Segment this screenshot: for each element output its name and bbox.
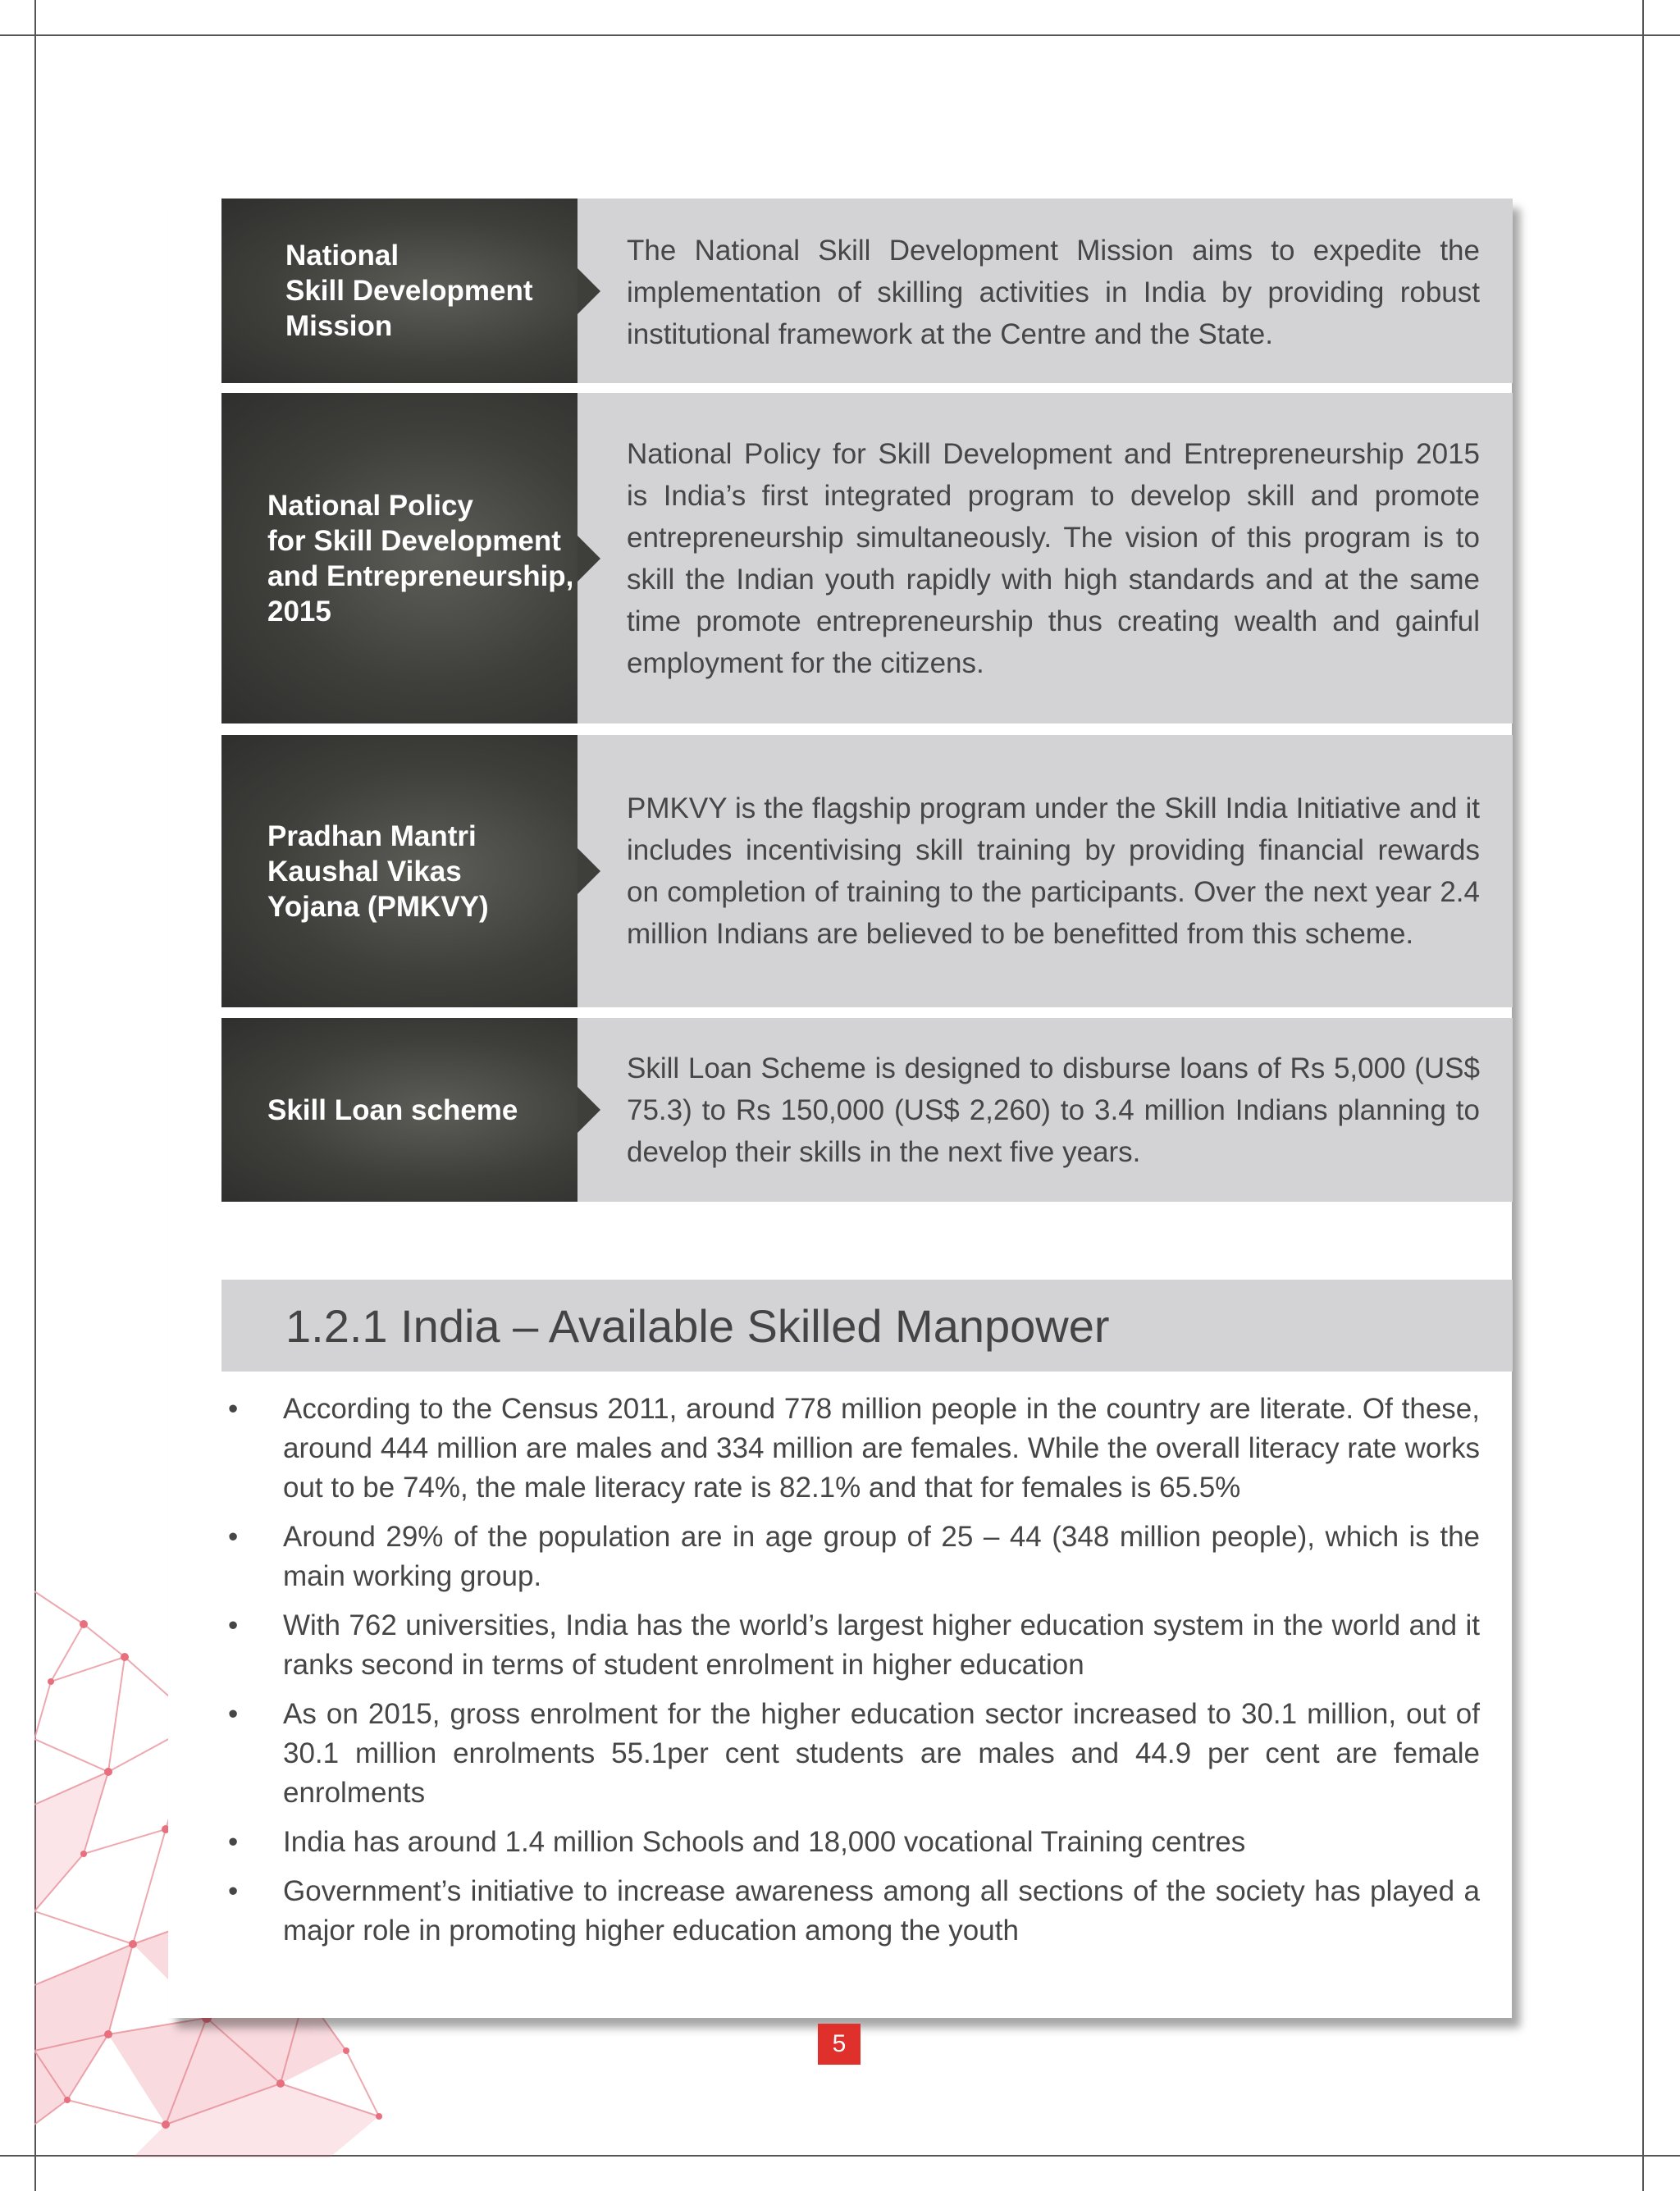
bullet-icon: • bbox=[228, 1521, 239, 1553]
list-item-text: India has around 1.4 million Schools and 18,000 vocational Training centres bbox=[283, 1826, 1246, 1858]
crop-mark bbox=[1642, 2157, 1644, 2191]
program-title-line: Skill Development bbox=[285, 275, 533, 307]
list-item bbox=[221, 1872, 1480, 1951]
crop-mark bbox=[1644, 2155, 1680, 2157]
list-item-text: Government’s initiative to increase awareness among all sections of the society has played a major role in promoting higher education among the youth bbox=[283, 1875, 1480, 1947]
bullet-icon: • bbox=[228, 1826, 239, 1858]
program-title-line: Kaushal Vikas bbox=[267, 855, 462, 888]
bullet-icon: • bbox=[228, 1698, 239, 1730]
list-item bbox=[221, 1390, 1480, 1508]
program-title-line: National Policy bbox=[267, 489, 473, 522]
program-title-line: Yojana (PMKVY) bbox=[267, 890, 489, 923]
program-row bbox=[221, 393, 1513, 723]
program-description bbox=[578, 1018, 1513, 1202]
program-title-line: for Skill Development bbox=[267, 524, 561, 557]
list-item bbox=[221, 1606, 1480, 1685]
program-title-line: and Entrepreneurship, bbox=[267, 559, 574, 592]
bullet-icon: • bbox=[228, 1609, 239, 1641]
program-description-text: National Policy for Skill Development and Entrepreneurship 2015 is India’s first integrated program to develop skill and promote entrepreneurship simultaneously. The vision of this program is to skill the Indian youth rapidly with high standards and at the same time promote entrepreneurship thus creating wealth and gainful employment for the citizens. bbox=[627, 437, 1480, 679]
program-title-line: Pradhan Mantri bbox=[267, 819, 477, 852]
program-description bbox=[578, 199, 1513, 383]
crop-mark bbox=[34, 2157, 36, 2191]
list-item-text: According to the Census 2011, around 778 million people in the country are literate. Of these, around 444 million are males and 334 million are females. While the overall literacy rate works out to be 74%, the male literacy rate is 82.1% and that for females is 65.5% bbox=[283, 1393, 1480, 1504]
bullet-icon: • bbox=[228, 1393, 239, 1425]
program-title-line: Skill Loan scheme bbox=[267, 1093, 518, 1126]
program-title-line: Mission bbox=[285, 310, 393, 342]
bullet-icon: • bbox=[228, 1875, 239, 1907]
program-description-text: PMKVY is the flagship program under the Skill India Initiative and it includes incentivising skill training by providing financial rewards on completion of training to the participants. Over the next year 2.4 million Indians are believed to be benefitted from this scheme. bbox=[627, 792, 1480, 950]
section-heading-text: 1.2.1 India – Available Skilled Manpower bbox=[285, 1299, 1110, 1352]
list-item bbox=[221, 1695, 1480, 1813]
list-item bbox=[221, 1518, 1480, 1596]
crop-mark bbox=[0, 2155, 34, 2157]
list-item-text: As on 2015, gross enrolment for the higher education sector increased to 30.1 million, out of 30.1 million enrolments 55.1per cent students are males and 44.9 per cent are female enrolments bbox=[283, 1698, 1480, 1809]
crop-mark bbox=[1644, 34, 1680, 36]
bullet-list bbox=[221, 1390, 1480, 1960]
program-row bbox=[221, 735, 1513, 1007]
crop-mark bbox=[34, 0, 36, 34]
list-item-text: With 762 universities, India has the world’s largest higher education system in the world and it ranks second in terms of student enrolment in higher education bbox=[283, 1609, 1480, 1681]
program-title bbox=[221, 199, 578, 383]
program-row bbox=[221, 1018, 1513, 1202]
section-heading bbox=[221, 1280, 1513, 1372]
list-item bbox=[221, 1823, 1480, 1862]
program-title bbox=[221, 1018, 578, 1202]
page-number: 5 bbox=[818, 2024, 861, 2065]
program-row bbox=[221, 199, 1513, 383]
program-description bbox=[578, 393, 1513, 723]
program-description bbox=[578, 735, 1513, 1007]
crop-mark bbox=[0, 34, 34, 36]
program-title bbox=[221, 393, 578, 723]
program-description-text: The National Skill Development Mission aims to expedite the implementation of skilling activities in India by providing robust institutional framework at the Centre and the State. bbox=[627, 235, 1480, 350]
program-description-text: Skill Loan Scheme is designed to disburse loans of Rs 5,000 (US$ 75.3) to Rs 150,000 (US$ 2,260) to 3.4 million Indians planning to develop their skills in the next five years. bbox=[627, 1052, 1480, 1168]
list-item-text: Around 29% of the population are in age group of 25 – 44 (348 million people), which is the main working group. bbox=[283, 1521, 1480, 1592]
program-title bbox=[221, 735, 578, 1007]
program-title-line: 2015 bbox=[267, 595, 331, 628]
program-title-line: National bbox=[285, 240, 399, 272]
crop-mark bbox=[1642, 0, 1644, 34]
